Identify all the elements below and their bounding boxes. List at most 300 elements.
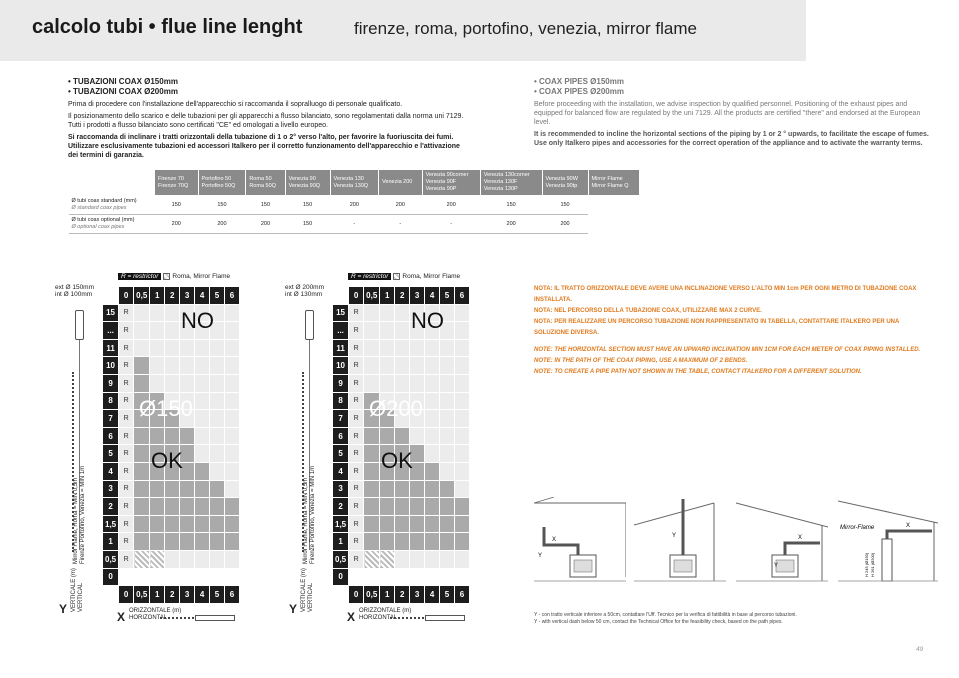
table-header-cell: Mirror Flame Mirror Flame Q (588, 170, 639, 196)
d3-x-label: X (798, 535, 803, 541)
grid-cell: R (349, 410, 364, 428)
grid-row (103, 357, 240, 375)
row-label (69, 215, 155, 234)
flue-grid-200 (285, 272, 470, 622)
grid-cell: R (119, 480, 134, 498)
grid-cell (195, 427, 210, 445)
roma-mirror-legend: Roma, Mirror Flame (172, 273, 231, 281)
row-value-label: 7 (103, 410, 119, 428)
header-band (0, 0, 806, 61)
grid-row (103, 339, 240, 357)
row-value-label: 5 (333, 445, 349, 463)
drawing-3-svg (736, 497, 828, 597)
row-value-label: 6 (333, 427, 349, 445)
grid-cell (440, 550, 455, 568)
grid-cell (425, 462, 440, 480)
grid-cell (180, 550, 195, 568)
grid-cell (134, 533, 150, 551)
row-label-en: Ø standard coax pipes (71, 205, 127, 211)
grid-cell (364, 339, 380, 357)
grid-cell (425, 480, 440, 498)
d1-y-label: Y (538, 553, 543, 559)
grid-cell: R (349, 322, 364, 340)
grid-row (333, 322, 470, 340)
grid-cell (364, 427, 380, 445)
grid-cell (224, 498, 239, 516)
grid-cell (425, 498, 440, 516)
grid-cell (425, 427, 440, 445)
grid-cell (180, 533, 195, 551)
table-cell: 200 (379, 196, 423, 215)
table-cell: 150 (285, 215, 330, 234)
grid-cell: R (119, 462, 134, 480)
horizontal-axis-label (129, 608, 181, 621)
grid-cell (134, 515, 150, 533)
grid-cell: R (349, 427, 364, 445)
grid-cell (440, 533, 455, 551)
drawing-1-svg (534, 497, 626, 597)
table-cell: 200 (155, 215, 199, 234)
grid-cell (224, 304, 239, 322)
grid-cell (454, 480, 469, 498)
grid-cell (224, 357, 239, 375)
x-axis-letter: X (117, 610, 126, 624)
grid-cell (425, 568, 440, 586)
grid-cell (134, 374, 150, 392)
grid-cell (224, 568, 239, 586)
col-value-label: 0,5 (364, 586, 380, 604)
row-value-label: 5 (103, 445, 119, 463)
table-cell: 150 (246, 196, 285, 215)
row-value-label: 8 (103, 392, 119, 410)
flue-grid-table (332, 286, 470, 604)
grid-cell: R (119, 357, 134, 375)
grid-cell (395, 568, 410, 586)
grid-row (333, 533, 470, 551)
grid-row (103, 498, 240, 516)
grid-cell (440, 427, 455, 445)
table-header-cell: Firenze 70 Firenze 70Q (155, 170, 199, 196)
no-zone-label: NO (181, 308, 214, 333)
grid-cell: R (119, 427, 134, 445)
table-cell: 150 (198, 196, 246, 215)
vert-en: VERTICAL (78, 582, 84, 612)
grid-cell (380, 322, 395, 340)
col-value-label: 0,5 (364, 287, 380, 305)
grid-cell (380, 357, 395, 375)
grid-cell (224, 515, 239, 533)
grid-cell (364, 550, 380, 568)
grid-cell (440, 357, 455, 375)
grid-row (103, 568, 240, 586)
grid-cell: R (349, 357, 364, 375)
grid-cell (134, 357, 150, 375)
col-value-label: 5 (440, 287, 455, 305)
row-value-label: 1 (103, 533, 119, 551)
no-zone-label: NO (411, 308, 444, 333)
grid-cell: R (119, 498, 134, 516)
grid-cell (364, 445, 380, 463)
grid-cell (440, 568, 455, 586)
table-header-cell: Venezia 90corner Venezia 90F Venezia 90P (422, 170, 480, 196)
grid-cell (134, 304, 150, 322)
footer-it: Y - con tratto verticale inferiore a 50cm, contattare l'Uff. Tecnico per la verifica di fattibilità in base al percorso tubazioni. (534, 612, 797, 618)
row-value-label: 4 (333, 462, 349, 480)
row-label-it: Ø tubi coax optional (mm) (71, 217, 135, 223)
grid-cell (150, 515, 165, 533)
grid-cell (195, 357, 210, 375)
row-value-label: 9 (333, 374, 349, 392)
row-value-label: 0 (103, 568, 119, 586)
grid-cell (224, 392, 239, 410)
page-subtitle: firenze, roma, portofino, venezia, mirror flame (354, 19, 697, 38)
grid-cell (425, 392, 440, 410)
table-cell: 200 (422, 196, 480, 215)
grid-cell (454, 498, 469, 516)
vlab-1: Mirror Flame, Roma = MIN 0,5m (73, 477, 79, 564)
d3-y-label: Y (774, 563, 779, 569)
grid-header-row (103, 287, 240, 305)
grid-cell (165, 339, 180, 357)
grid-cell (395, 533, 410, 551)
grid-cell (364, 322, 380, 340)
grid-cell (425, 410, 440, 428)
install-drawing-1 (534, 497, 626, 597)
grid-cell (134, 462, 150, 480)
grid-cell (440, 462, 455, 480)
pipe-terminal-icon (75, 310, 84, 340)
grid-row (103, 515, 240, 533)
grid-cell (224, 480, 239, 498)
grid-cell (210, 392, 225, 410)
col-value-label: 2 (395, 586, 410, 604)
col-value-label: 3 (180, 586, 195, 604)
vertical-min-label (73, 466, 87, 564)
row-value-label: 2 (333, 498, 349, 516)
grid-cell (150, 480, 165, 498)
grid-cell (440, 339, 455, 357)
vertical-axis-label (301, 568, 315, 612)
grid-cell: R (119, 322, 134, 340)
grid-cell (150, 374, 165, 392)
table-cell: 150 (542, 196, 588, 215)
grid-cell (425, 550, 440, 568)
grid-cell (454, 427, 469, 445)
grid-cell (210, 550, 225, 568)
grid-cell (165, 357, 180, 375)
grid-cell (440, 445, 455, 463)
grid-cell (195, 533, 210, 551)
grid-row (333, 427, 470, 445)
grid-axis-row (103, 586, 240, 604)
horizontal-dash (390, 617, 424, 619)
grid-cell: R (349, 498, 364, 516)
grid-cell (210, 498, 225, 516)
col-value-label: 3 (410, 287, 425, 305)
grid-cell (180, 357, 195, 375)
col-value-label: 0 (119, 287, 134, 305)
horizontal-pipe-icon (425, 615, 465, 621)
grid-cell (150, 550, 165, 568)
grid-cell (134, 427, 150, 445)
row-value-label: 1,5 (333, 515, 349, 533)
grid-cell (150, 357, 165, 375)
int-diameter: int Ø 130mm (285, 291, 323, 298)
axis-corner (103, 586, 119, 604)
horizontal-dash (160, 617, 194, 619)
grid-cell (134, 445, 150, 463)
horizontal-pipe-icon (195, 615, 235, 621)
grid-cell (395, 374, 410, 392)
row-value-label: ... (333, 322, 349, 340)
grid-row (333, 339, 470, 357)
grid-cell (380, 550, 395, 568)
table-header-cell: Venezia 130corner Venezia 130F Venezia 130P (480, 170, 542, 196)
grid-cell: R (349, 339, 364, 357)
grid-cell (195, 480, 210, 498)
table-header-cell: Roma 50 Roma 50Q (246, 170, 285, 196)
grid-cell (440, 392, 455, 410)
row-value-label: 7 (333, 410, 349, 428)
en-heading-150: • COAX PIPES Ø150mm (534, 77, 624, 86)
grid-cell (395, 515, 410, 533)
table-cell: - (379, 215, 423, 234)
grid-cell (134, 480, 150, 498)
grid-cell (454, 515, 469, 533)
grid-cell (195, 392, 210, 410)
diameter-label: Ø200 (369, 396, 423, 421)
grid-cell (410, 480, 425, 498)
grid-cell (210, 427, 225, 445)
grid-cell (364, 374, 380, 392)
col-value-label: 1 (150, 586, 165, 604)
note-it-3: NOTA: PER REALIZZARE UN PERCORSO TUBAZIONE NON RAPPRESENTATO IN TABELLA, CONTATTARE ITALKERO PER UNA SOLUZIONE DIVERSA. (534, 319, 900, 336)
grid-cell (195, 498, 210, 516)
grid-cell (454, 392, 469, 410)
grid-cell (454, 462, 469, 480)
grid-row (333, 304, 470, 322)
grid-legend (118, 273, 230, 280)
table-header-cell: Portofino 50 Portofino 50Q (198, 170, 246, 196)
grid-cell (454, 304, 469, 322)
grid-row (333, 480, 470, 498)
grid-cell (210, 374, 225, 392)
orz-it: ORIZZONTALE (m) (359, 608, 412, 614)
drawing-2-svg (634, 497, 726, 597)
row-value-label: 3 (103, 480, 119, 498)
col-value-label: 4 (425, 586, 440, 604)
col-value-label: 2 (165, 586, 180, 604)
grid-cell (165, 515, 180, 533)
grid-cell (395, 322, 410, 340)
grid-cell (180, 568, 195, 586)
grid-cell (224, 339, 239, 357)
row-value-label: 11 (333, 339, 349, 357)
row-label-en: Ø optional coax pipes (71, 224, 125, 230)
en-paragraph-2: It is recommended to incline the horizontal sections of the piping by 1 or 2 ° upwards, to facilitate the escape of fumes. Use only Italkero pipes and accessories for the correct operation of the appliance and to activate the warranty terms. (534, 131, 929, 147)
vertical-min-label (303, 466, 317, 564)
grid-cell (364, 357, 380, 375)
grid-cell: R (119, 550, 134, 568)
row-value-label: 0,5 (333, 550, 349, 568)
row-value-label: ... (103, 322, 119, 340)
pipe-terminal-icon (305, 310, 314, 340)
grid-cell (224, 533, 239, 551)
grid-cell (395, 480, 410, 498)
col-value-label: 6 (454, 287, 469, 305)
grid-cell (224, 322, 239, 340)
grid-cell (395, 339, 410, 357)
note-en-1: NOTE: THE HORIZONTAL SECTION MUST HAVE AN UPWARD INCLINATION MIN 1CM FOR EACH METER OF COAX PIPING INSTALLED. (534, 347, 921, 353)
col-value-label: 6 (224, 287, 239, 305)
row-value-label: 15 (333, 304, 349, 322)
grid-cell (224, 427, 239, 445)
grid-row (333, 550, 470, 568)
grid-cell (425, 515, 440, 533)
table-cell: 150 (480, 196, 542, 215)
col-value-label: 2 (165, 287, 180, 305)
grid-cell: R (349, 533, 364, 551)
row-value-label: 3 (333, 480, 349, 498)
grid-row (333, 498, 470, 516)
grid-cell (150, 304, 165, 322)
row-value-label: 2 (103, 498, 119, 516)
grid-cell (425, 445, 440, 463)
vertical-axis-label (71, 568, 85, 612)
d2-y-label: Y (672, 533, 677, 539)
install-drawing-mirror-flame (838, 497, 938, 597)
grid-cell (224, 374, 239, 392)
col-value-label: 0 (349, 287, 364, 305)
grid-cell (364, 533, 380, 551)
grid-cell (395, 498, 410, 516)
row-value-label: 1,5 (103, 515, 119, 533)
table-header-cell: Venezia 200 (379, 170, 423, 196)
grid-cell (180, 498, 195, 516)
pipe-diameter-table (68, 169, 640, 234)
grid-cell (180, 427, 195, 445)
grid-cell (364, 304, 380, 322)
grid-cell (195, 410, 210, 428)
table-row (69, 215, 640, 234)
row-value-label: 9 (103, 374, 119, 392)
d4-x-label: X (906, 523, 911, 529)
col-value-label: 0,5 (134, 287, 150, 305)
flue-grid-table (102, 286, 240, 604)
grid-cell (119, 568, 134, 586)
grid-cell (195, 374, 210, 392)
grid-cell: R (119, 445, 134, 463)
grid-cell (224, 445, 239, 463)
grid-row (333, 357, 470, 375)
grid-cell (410, 357, 425, 375)
grid-cell (150, 427, 165, 445)
col-value-label: 4 (195, 287, 210, 305)
table-header-cell: Venezia 90 Venezia 90Q (285, 170, 330, 196)
table-header-cell (69, 170, 155, 196)
table-row (69, 196, 640, 215)
grid-cell (380, 515, 395, 533)
grid-cell (454, 339, 469, 357)
table-cell: 200 (198, 215, 246, 234)
grid-cell (454, 374, 469, 392)
col-value-label: 6 (224, 586, 239, 604)
orz-it: ORIZZONTALE (m) (129, 608, 182, 614)
col-value-label: 5 (210, 586, 225, 604)
vlab-2: Firenze Portofino, Venezia = MIN 1m (80, 465, 86, 564)
grid-cell (454, 410, 469, 428)
it-paragraph-2: Il posizionamento dello scarico e delle tubazioni per gli apparecchi a flusso bilanciato, sono regolamentati dalla norma uni 7129. Tutti i prodotti a flusso bilanciato sono certificati "CE" ed omologati a livello europeo. (68, 113, 464, 129)
grid-cell (165, 533, 180, 551)
grid-cell: R (349, 462, 364, 480)
y-axis-letter: Y (59, 602, 68, 616)
grid-cell (165, 568, 180, 586)
col-value-label: 2 (395, 287, 410, 305)
grid-cell (180, 515, 195, 533)
grid-cell (425, 533, 440, 551)
row-value-label: 1 (333, 533, 349, 551)
footer-en: Y - with vertical dash below 50 cm, contact the Technical Office for the feasibility check, based on the path pipes. (534, 619, 783, 625)
vlab-2: Firenze Portofino, Venezia = MIN 1m (310, 465, 316, 564)
col-value-label: 0 (349, 586, 364, 604)
orz-en: HORIZONTAL (359, 614, 398, 621)
grid-row (103, 480, 240, 498)
table-cell: - (422, 215, 480, 234)
grid-cell (150, 322, 165, 340)
grid-cell (195, 445, 210, 463)
grid-cell (150, 498, 165, 516)
grid-cell (165, 550, 180, 568)
grid-cell (454, 533, 469, 551)
grid-cell: R (349, 515, 364, 533)
grid-cell (380, 427, 395, 445)
grid-cell (210, 568, 225, 586)
restrictor-legend: R = restrictor (118, 273, 161, 280)
ext-diameter: ext Ø 150mm (55, 284, 95, 291)
grid-cell (380, 374, 395, 392)
grid-cell (165, 498, 180, 516)
grid-cell (150, 533, 165, 551)
grid-cell (210, 462, 225, 480)
grid-cell (440, 480, 455, 498)
grid-cell (380, 304, 395, 322)
grid-cell (454, 322, 469, 340)
restrictor-legend: R = restrictor (348, 273, 391, 280)
flue-grid-150 (55, 272, 240, 622)
grid-cell (364, 515, 380, 533)
grid-cell (395, 357, 410, 375)
table-cell: 150 (155, 196, 199, 215)
grid-cell (195, 339, 210, 357)
int-diameter: int Ø 100mm (55, 291, 93, 298)
table-header-cell: Venezia 130 Venezia 130Q (330, 170, 379, 196)
grid-axis-row (333, 586, 470, 604)
grid-cell (395, 550, 410, 568)
grid-cell (224, 410, 239, 428)
col-value-label: 1 (150, 287, 165, 305)
grid-cell (210, 515, 225, 533)
grid-row (103, 533, 240, 551)
grid-cell: R (119, 515, 134, 533)
grid-cell (395, 427, 410, 445)
row-value-label: 10 (103, 357, 119, 375)
en-heading-200: • COAX PIPES Ø200mm (534, 87, 624, 96)
table-cell: - (330, 215, 379, 234)
grid-cell (224, 462, 239, 480)
install-drawing-3 (736, 497, 828, 597)
axis-corner (333, 586, 349, 604)
table-cell: 200 (330, 196, 379, 215)
